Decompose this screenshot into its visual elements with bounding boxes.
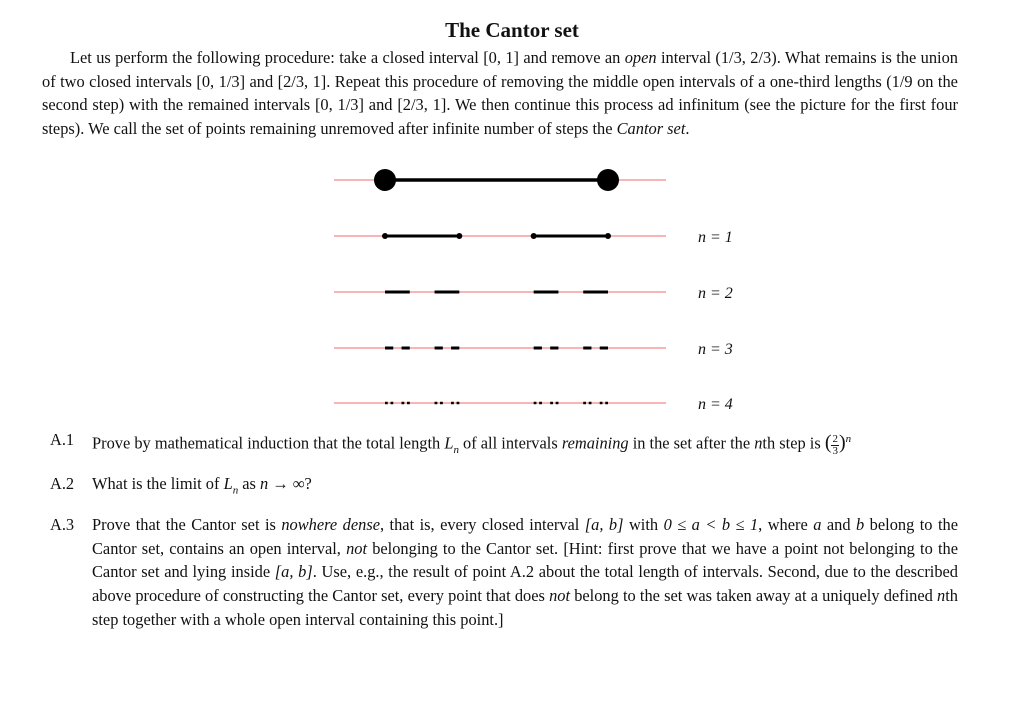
question-text: Prove by mathematical induction that the total length $L_n$ of all intervals remaining in the set after the nth step is ( $\frac{2}{3}$ )$^n$ (92, 431, 852, 458)
fraction: $\frac{2}{3}$ (832, 433, 838, 458)
question-text: Prove that the Cantor set is nowhere dense, that is, every closed interval [a, b] with 0 ≤ a < b ≤ 1, where a and b belong to the Cantor set, contains an open interval, not belonging to the Cantor set. [Hint: first prove that we have a point not belonging to the Cantor set and lying inside [a, b]. Use, e.g., the result of point A.2 about the total length of intervals. Second, due to the described above procedure of constructing the Cantor set, every point that does not belong to the set was taken away at a uniquely defined nth step together with a whole open interval containing this point.] (92, 515, 958, 629)
step-label: n = 2 (698, 285, 733, 302)
endpoint-dot (456, 233, 462, 239)
page-title: The Cantor set (445, 18, 579, 42)
question-a2 (50, 472, 958, 503)
cantor-set-figure (320, 165, 780, 415)
step-label: n = 3 (698, 341, 733, 358)
question-number: A.3 (50, 515, 75, 535)
step-label: n = 1 (698, 229, 733, 246)
question-text: What is the limit of $L_n$ as n → ∞? (92, 474, 312, 497)
endpoint-dot (382, 233, 388, 239)
questions-list (50, 428, 958, 641)
endpoint-dot (531, 233, 537, 239)
endpoint-dot (374, 169, 396, 191)
endpoint-dot (605, 233, 611, 239)
step-label: n = 4 (698, 396, 733, 413)
question-number: A.1 (50, 430, 75, 449)
question-a1 (50, 428, 958, 462)
endpoint-dot (597, 169, 619, 191)
question-number: A.2 (50, 474, 75, 494)
intro-paragraph: Let us perform the following procedure: take a closed interval [0, 1] and remove an open interval (1/3, 2/3). What remains is the union of two closed intervals [0, 1/3] and [2/3, 1]. Repeat this procedure of removing the middle open intervals of a one-third lengths (1/9 on the second step) with the remained intervals [0, 1/3] and [2/3, 1]. We then continue this process ad infinitum (see the picture for the first four steps). We call the set of points remaining unremoved after infinite number of steps the Cantor set. (42, 48, 958, 138)
question-a3 (50, 513, 958, 631)
